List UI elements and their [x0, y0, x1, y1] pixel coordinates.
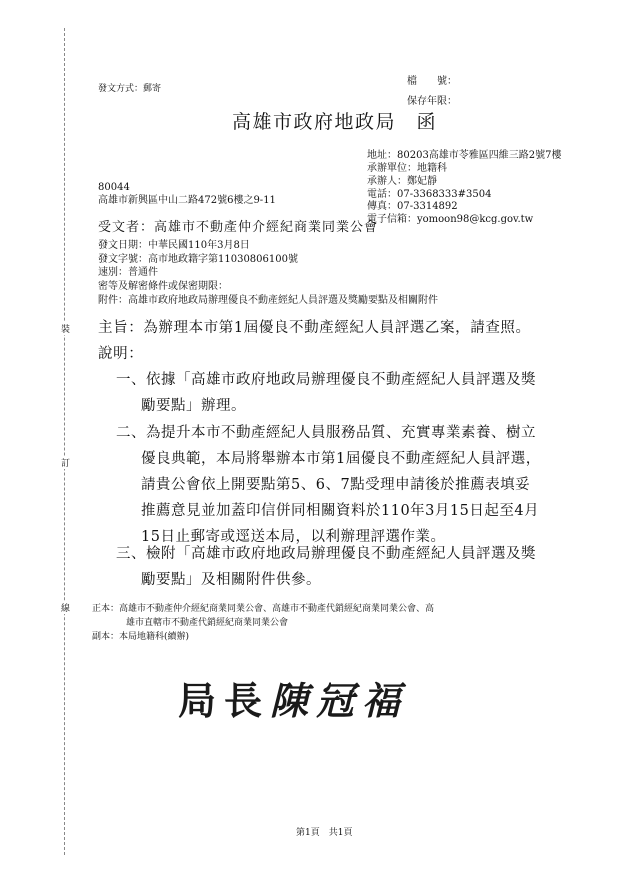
document-title: 高雄市政府地政局 函: [232, 111, 438, 133]
attachment-list: 附件：高雄市政府地政局辦理優良不動產經紀人員評選及獎勵要點及相關附件: [98, 295, 438, 306]
sender-unit: 承辦單位：地籍科: [367, 163, 447, 174]
signature-title: 局長: [178, 678, 271, 723]
file-number-label: 檔 號：: [407, 76, 457, 87]
explanation-item-1: [116, 367, 536, 419]
copies-secondary: 副本：本局地籍科(續辦): [92, 632, 190, 642]
item-2-line-2: 優良典範，本局將舉辦本市第1屆優良不動產經紀人員評選，: [141, 451, 541, 467]
copies-main-line-2: 雄市直轄市不動產代銷經紀商業同業公會: [126, 618, 289, 628]
sender-address: 地址：80203高雄市苓雅區四維三路2號7樓: [367, 150, 562, 161]
security-level: 密等及解密條件或保密期限：: [98, 281, 228, 292]
item-1-line-2: 勵要點」辦理。: [141, 398, 246, 414]
send-method: 發文方式：郵寄: [98, 84, 162, 94]
recipient-address: 高雄市新興區中山二路472號6樓之9-11: [98, 195, 276, 206]
explanation-item-3: [116, 541, 536, 593]
item-3-line-1: 三、檢附「高雄市政府地政局辦理優良不動產經紀人員評選及獎: [116, 546, 536, 562]
binding-line: [64, 28, 65, 855]
director-signature: [178, 670, 408, 725]
signature-name: 陳冠福: [270, 678, 409, 723]
item-2-line-4: 推薦意見並加蓋印信併同相關資料於110年3月15日起至4月: [141, 503, 540, 519]
retention-label: 保存年限：: [407, 96, 457, 107]
sender-email: 電子信箱：yomoon98@kcg.gov.tw: [367, 214, 534, 225]
item-1-line-1: 一、依據「高雄市政府地政局辦理優良不動產經紀人員評選及獎: [116, 372, 536, 388]
recipient: 受文者：高雄市不動產仲介經紀商業同業公會: [98, 220, 379, 235]
document-number: 發文字號：高市地政籍字第11030806100號: [98, 254, 298, 265]
binding-mark-ding: 訂: [61, 456, 70, 469]
page-number: 第1頁 共1頁: [296, 828, 353, 838]
binding-mark-zhuang: 裝: [61, 322, 70, 335]
recipient-zip: 80044: [98, 182, 130, 193]
explanation-label: 說明：: [98, 346, 144, 362]
item-2-line-5: 15日止郵寄或逕送本局，以利辦理評選作業。: [141, 529, 446, 545]
item-3-line-2: 勵要點」及相關附件供參。: [141, 572, 321, 588]
copies-main-line-1: 正本：高雄市不動產仲介經紀商業同業公會、高雄市不動產代銷經紀商業同業公會、高: [92, 604, 435, 614]
subject: 主旨：為辦理本市第1屆優良不動產經紀人員評選乙案，請查照。: [98, 320, 531, 336]
item-2-line-1: 二、為提升本市不動產經紀人員服務品質、充實專業素養、樹立: [116, 425, 536, 441]
issue-date: 發文日期：中華民國110年3月8日: [98, 240, 250, 251]
item-2-line-3: 請貴公會依上開要點第5、6、7點受理申請後於推薦表填妥: [141, 477, 531, 493]
binding-mark-xian: 線: [61, 601, 70, 614]
sender-staff: 承辦人：鄭妃靜: [367, 176, 437, 187]
delivery-speed: 速別：普通件: [98, 267, 158, 278]
sender-phone: 電話：07-3368333#3504: [367, 189, 492, 200]
explanation-item-2: [116, 420, 541, 550]
sender-fax: 傳真：07-3314892: [367, 201, 458, 212]
